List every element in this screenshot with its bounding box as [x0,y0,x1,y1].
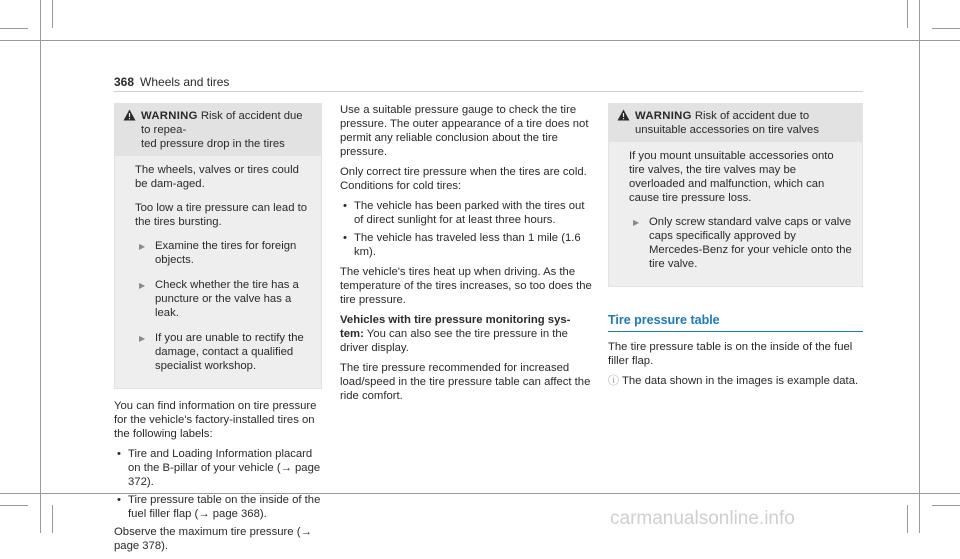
list-item-text[interactable]: Tire and Loading Information placard on the B-pillar of your vehicle (→ page 372). [128,448,321,488]
crop-mark [52,505,53,533]
crop-mark [919,0,920,533]
warning-box-pressure-drop [114,103,322,389]
crop-mark [0,40,960,41]
warning-step [135,331,311,373]
crop-mark [932,28,960,29]
column-3 [608,103,863,388]
list-item [340,231,592,259]
warning-title-cont: ted pressure drop in the tires [141,138,285,150]
step-arrow-icon: ▶ [139,281,146,290]
list-item-text[interactable]: Tire pressure table on the inside of the fuel filler flap (→ page 368). [128,494,321,520]
bullet-icon: • [343,232,347,244]
warning-label: WARNING [635,110,692,122]
note [608,374,863,388]
list-item-text: The vehicle has been parked with the tires out of direct sunlight for at least three hours. [354,200,585,226]
crop-mark [52,0,53,28]
intro-text: You can find information on tire pressure for the vehicle's factory-installed tires on the following labels: [114,400,317,440]
warning-label: WARNING [141,110,198,122]
crop-mark [907,505,908,533]
bullet-icon: • [117,494,121,506]
tpms-label: Vehicles with tire pressure monitoring sys-tem: [340,314,571,340]
list-item-text: The vehicle has traveled less than 1 mile (1.6 km). [354,232,581,258]
warning-text: If you mount unsuitable accessories onto tire valves, the tire valves may be overloaded and malfunction, which can cause tire pressure loss. [629,150,834,204]
crop-mark [932,505,960,506]
crop-mark [907,0,908,28]
note-text: The data shown in the images is example data. [622,375,859,387]
warning-text: The wheels, valves or tires could be dam-aged. [135,164,299,190]
bullet-icon: • [343,200,347,212]
warning-body [115,156,321,388]
section-text: The tire pressure table is on the inside of the fuel filler flap. [608,341,853,367]
warning-header [115,104,321,156]
step-arrow-icon: ▶ [139,242,146,251]
step-text: Check whether the tire has a puncture or the valve has a leak. [155,279,299,319]
step-arrow-icon: ▶ [139,334,146,343]
warning-text-2: Too low a tire pressure can lead to the tires bursting. [135,202,308,228]
step-text: If you are unable to rectify the damage, contact a qualified specialist workshop. [155,332,304,372]
observe-text[interactable]: Observe the maximum tire pressure (→ page 378). [114,526,312,552]
info-icon: ⓘ [608,375,619,387]
bullet-icon: • [117,448,121,460]
step-arrow-icon: ▶ [633,218,640,227]
list-item [340,199,592,227]
warning-triangle-icon [617,109,630,125]
section-title: Tire pressure table [608,313,863,332]
step-text: Only screw standard valve caps or valve caps specifically approved by Mercedes-Benz for your vehicle onto the tire valve. [649,216,852,270]
warning-title: Risk of accident due to repea- [141,110,303,136]
paragraph: The tire pressure recommended for increased load/speed in the tire pressure table can affect the ride comfort. [340,362,591,402]
crop-mark [0,505,28,506]
warning-step [135,278,311,320]
list-item [114,493,322,521]
warning-title: Risk of accident due to [694,110,810,122]
watermark: carmanualsonline.info [610,508,795,529]
warning-header [609,104,862,142]
warning-box-accessories [608,103,863,287]
warning-title-cont: unsuitable accessories on tire valves [635,124,819,136]
paragraph [340,313,592,355]
warning-step [629,215,852,271]
page-header [114,75,229,89]
paragraph: Only correct tire pressure when the tires are cold. Conditions for cold tires: [340,166,587,192]
warning-body [609,142,862,286]
step-text: Examine the tires for foreign objects. [155,240,297,266]
crop-mark [40,0,41,533]
warning-step [135,239,311,267]
header-divider [114,91,863,92]
paragraph: The vehicle's tires heat up when driving. As the temperature of the tires increases, so too does the tire pressure. [340,266,592,306]
crop-mark [0,28,28,29]
warning-triangle-icon [123,109,136,125]
list-item [114,447,322,489]
page-number: 368 [114,75,135,89]
column-1 [114,103,322,559]
column-2 [340,103,592,409]
section-name: Wheels and tires [140,75,230,89]
paragraph: Use a suitable pressure gauge to check the tire pressure. The outer appearance of a tire does not permit any reliable conclusion about the tire pressure. [340,104,589,158]
tpms-text: You can also see the tire pressure in the driver display. [340,328,568,354]
